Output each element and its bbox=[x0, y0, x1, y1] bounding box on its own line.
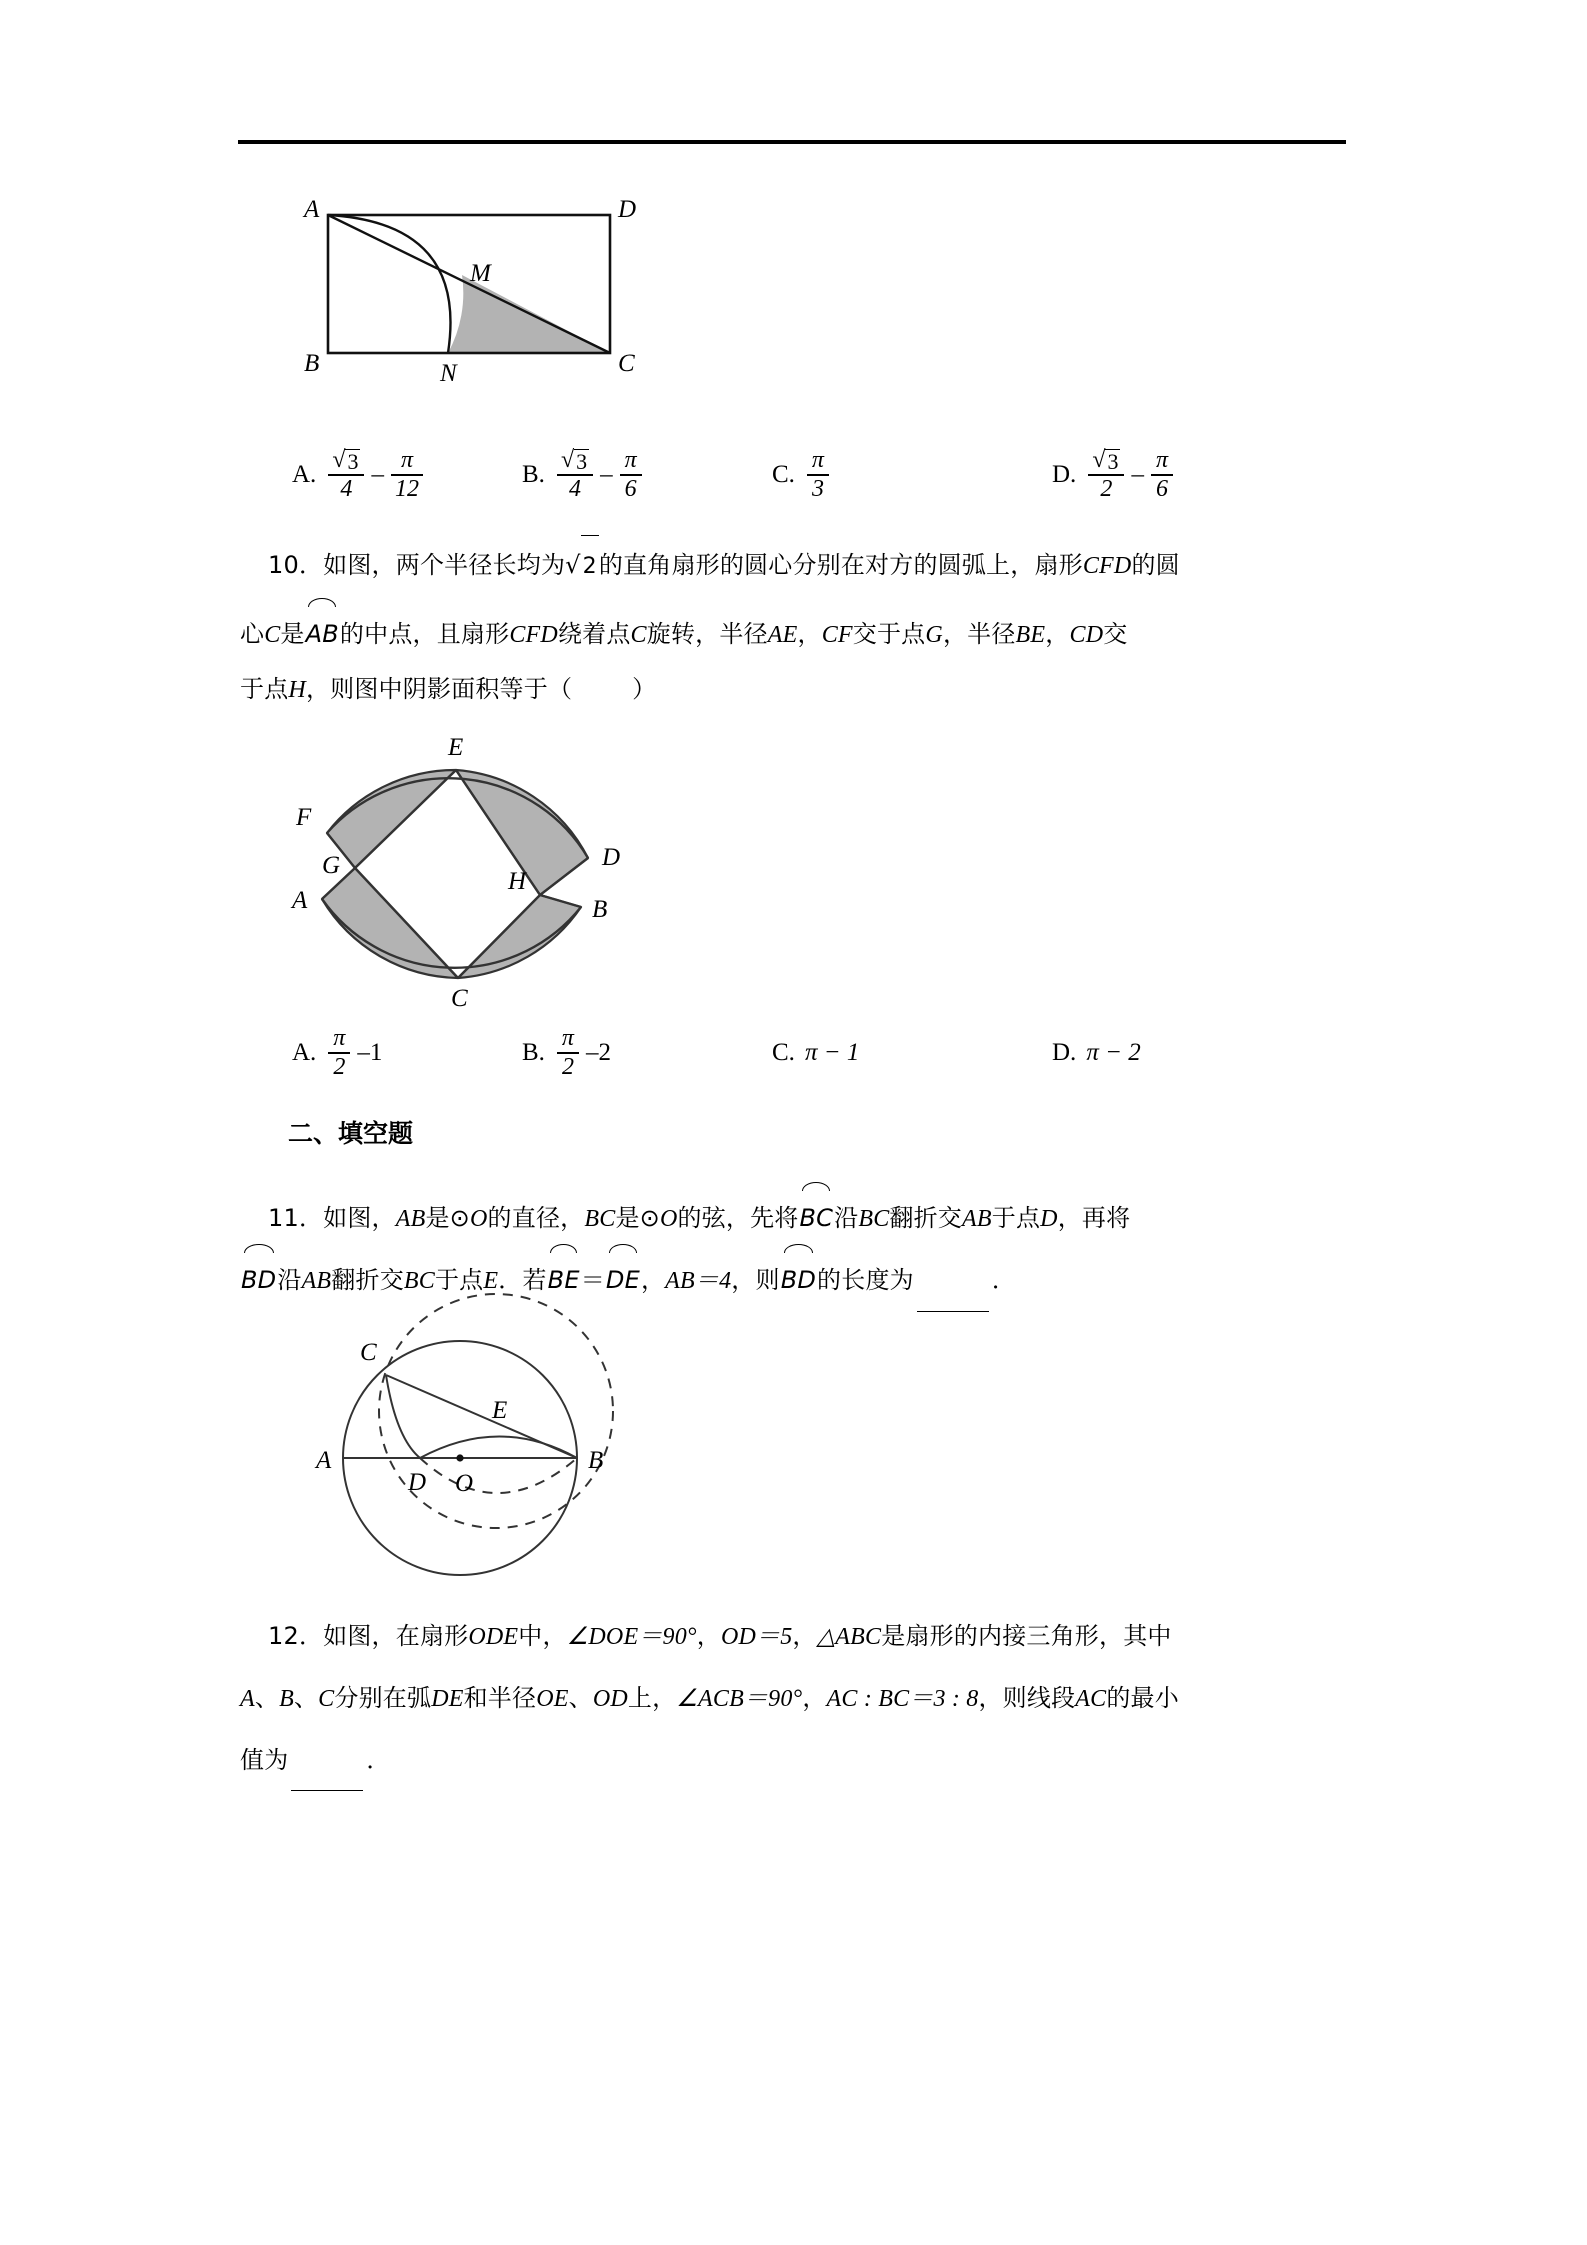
option-9-C-label: C. bbox=[772, 461, 795, 488]
question-11-figure bbox=[300, 1318, 640, 1588]
q12-c: C bbox=[318, 1686, 335, 1712]
minus-sign: – bbox=[371, 461, 384, 488]
option-9-A-frac2: $\frac{\pi}{12}$ bbox=[391, 448, 423, 502]
answer-blank-11[interactable] bbox=[917, 1287, 989, 1312]
q12-l2f: 分别在弧 bbox=[334, 1684, 432, 1712]
figure10-label-C: C bbox=[451, 985, 468, 1012]
q11-ab-1: AB bbox=[395, 1206, 426, 1232]
q11-l1b: 是⊙ bbox=[425, 1204, 470, 1232]
q11-eq: ＝ bbox=[580, 1266, 605, 1294]
figure9-label-M: M bbox=[470, 260, 491, 287]
q12-l2b: 、 bbox=[254, 1684, 280, 1712]
q10-l2g: 交于点 bbox=[852, 620, 926, 648]
figure11-label-E: E bbox=[492, 1397, 508, 1424]
q11-l1h: 于点 bbox=[991, 1204, 1041, 1232]
option-10-D-label: D. bbox=[1052, 1039, 1077, 1066]
q12-angle-doe: ∠DOE＝90° bbox=[566, 1624, 697, 1650]
figure9-label-D: D bbox=[618, 196, 637, 223]
option-9-A[interactable] bbox=[292, 448, 522, 502]
option-10-A-frac: $\frac{\pi}{2}$ bbox=[328, 1026, 350, 1080]
q10-l2i: ， bbox=[1045, 620, 1070, 648]
q11-l2d: ．若 bbox=[498, 1266, 547, 1294]
q11-l2f: ， bbox=[640, 1266, 666, 1294]
q12-od: OD bbox=[592, 1686, 628, 1712]
figure9-label-N: N bbox=[440, 360, 457, 387]
figure9-label-C: C bbox=[618, 350, 635, 377]
option-9-C[interactable] bbox=[772, 448, 1052, 502]
q11-l2h: 的长度为 bbox=[817, 1266, 914, 1294]
option-10-B[interactable] bbox=[522, 1026, 772, 1080]
q10-l2c2: 的中点，且扇形 bbox=[339, 620, 510, 648]
q12-ratio: AC : BC＝3 : 8 bbox=[826, 1686, 979, 1712]
question-11-line-2 bbox=[240, 1242, 1016, 1312]
figure11-label-C: C bbox=[360, 1339, 377, 1366]
arc-a-m-n bbox=[328, 215, 451, 353]
q10-l1c: 的圆 bbox=[1131, 551, 1180, 579]
q12-ode: ODE bbox=[468, 1624, 519, 1650]
q10-l3c: ） bbox=[632, 675, 657, 703]
q10-l2f: ， bbox=[797, 620, 822, 648]
question-12-line-1 bbox=[268, 1605, 1172, 1668]
question-10-line-1 bbox=[268, 534, 1180, 598]
option-9-D-frac1: √ 3 2 bbox=[1088, 448, 1124, 502]
q10-be: BE bbox=[1015, 622, 1046, 648]
figure10-label-F: F bbox=[296, 804, 312, 831]
arc-AB-notation: AB bbox=[306, 596, 339, 665]
q12-od-eq: OD＝5 bbox=[720, 1624, 793, 1650]
answer-blank-12[interactable] bbox=[291, 1766, 363, 1791]
q12-l2h: 、 bbox=[568, 1684, 593, 1712]
arc-BD-notation-1: BD bbox=[241, 1242, 276, 1311]
q10-l2b: 是 bbox=[280, 620, 305, 648]
q10-c-1: C bbox=[264, 622, 281, 648]
arc-BD-notation-2: BD bbox=[781, 1242, 816, 1311]
q11-l1c: 的直径， bbox=[487, 1204, 585, 1232]
q10-ae: AE bbox=[767, 622, 798, 648]
question-9-figure bbox=[300, 195, 700, 387]
option-9-A-frac1: √ 3 4 bbox=[328, 448, 364, 502]
figure11-label-B: B bbox=[588, 1447, 604, 1474]
q12-l2j: ， bbox=[802, 1684, 827, 1712]
q10-cfd-2: CFD bbox=[509, 622, 558, 648]
section-2-heading: 二、填空题 bbox=[288, 1119, 414, 1148]
option-10-B-frac: $\frac{\pi}{2}$ bbox=[557, 1026, 579, 1080]
q12-l3b: ． bbox=[366, 1746, 391, 1774]
question-11-line-1 bbox=[268, 1180, 1130, 1250]
option-9-A-label: A. bbox=[292, 461, 317, 488]
question-10-figure bbox=[268, 725, 688, 1012]
q12-l1d: ， bbox=[792, 1622, 817, 1650]
arc-BC-notation: BC bbox=[800, 1180, 834, 1249]
option-10-A[interactable] bbox=[292, 1026, 522, 1080]
q12-ac: AC bbox=[1075, 1686, 1107, 1712]
option-10-A-tail: –1 bbox=[357, 1039, 383, 1066]
q10-l3b: ，则图中阴影面积等于（ bbox=[305, 675, 573, 703]
q12-a: A bbox=[240, 1686, 255, 1712]
question-10-line-3 bbox=[240, 658, 656, 721]
q11-l2i: ． bbox=[991, 1266, 1017, 1294]
q12-l2k: ，则线段 bbox=[978, 1684, 1076, 1712]
figure10-label-D: D bbox=[602, 844, 621, 871]
figure10-label-B: B bbox=[592, 896, 608, 923]
question-9-options bbox=[292, 438, 1352, 512]
q12-angle-acb: ∠ACB＝90° bbox=[676, 1686, 803, 1712]
q10-l1b: 的直角扇形的圆心分别在对方的圆弧上，扇形 bbox=[598, 551, 1083, 579]
q10-l3a: 于点 bbox=[240, 675, 289, 703]
center-point-o bbox=[456, 1454, 463, 1461]
option-10-B-tail: –2 bbox=[585, 1039, 611, 1066]
q11-l1i: ，再将 bbox=[1057, 1204, 1131, 1232]
q12-l2l: 的最小 bbox=[1106, 1684, 1179, 1712]
figure10-label-E: E bbox=[448, 734, 464, 761]
q11-l2b: 翻折交 bbox=[331, 1266, 404, 1294]
sqrt-2: √ 2 bbox=[565, 534, 599, 598]
figure9-label-A: A bbox=[304, 196, 320, 223]
q10-cfd-1: CFD bbox=[1082, 553, 1132, 579]
q11-o-1: O bbox=[470, 1206, 488, 1232]
q11-bc-2: BC bbox=[858, 1206, 890, 1232]
q10-cd: CD bbox=[1069, 622, 1104, 648]
figure11-label-O: O bbox=[455, 1470, 474, 1497]
option-9-B-label: B. bbox=[522, 461, 545, 488]
arc-BE-notation: BE bbox=[548, 1242, 580, 1311]
minus-sign: – bbox=[1131, 461, 1144, 488]
question-10-options bbox=[292, 1020, 1352, 1086]
option-10-D-expr: π − 2 bbox=[1086, 1039, 1141, 1066]
q12-l1b: 中， bbox=[518, 1622, 567, 1650]
option-9-B-frac1: √ 3 4 bbox=[557, 448, 593, 502]
option-9-B-frac2: $\frac{\pi}{6}$ bbox=[620, 448, 642, 502]
q11-l1f: 沿 bbox=[834, 1204, 859, 1232]
q11-l2g: ，则 bbox=[731, 1266, 780, 1294]
q12-l1c: ， bbox=[696, 1622, 721, 1650]
q11-l1e: 的弦，先将 bbox=[677, 1204, 799, 1232]
figure10-label-G: G bbox=[322, 852, 341, 879]
q11-bc-1: BC bbox=[584, 1206, 616, 1232]
q12-l1a: 如图，在扇形 bbox=[323, 1622, 469, 1650]
shaded-region-upper-left bbox=[327, 770, 456, 868]
q10-l2j: 交 bbox=[1103, 620, 1128, 648]
figure11-label-A: A bbox=[316, 1447, 332, 1474]
arc-DE-notation: DE bbox=[606, 1242, 640, 1311]
q11-o-2: O bbox=[659, 1206, 678, 1232]
q10-c-3: C bbox=[630, 622, 647, 648]
q12-l2i: 上， bbox=[627, 1684, 677, 1712]
option-10-C-expr: π − 1 bbox=[804, 1039, 860, 1066]
q11-e-1: E bbox=[483, 1268, 499, 1294]
q12-b: B bbox=[279, 1686, 294, 1712]
option-9-D[interactable] bbox=[1052, 448, 1175, 502]
q10-l2d: 绕着点 bbox=[557, 620, 631, 648]
q10-l2e: 旋转，半径 bbox=[646, 620, 768, 648]
q11-l2c: 于点 bbox=[434, 1266, 484, 1294]
q10-l1a: 如图，两个半径长均为 bbox=[323, 551, 566, 579]
option-9-B[interactable] bbox=[522, 448, 772, 502]
question-12-line-2 bbox=[240, 1667, 1179, 1730]
q11-bc-3: BC bbox=[403, 1268, 435, 1294]
q12-triangle-abc: △ABC bbox=[816, 1624, 882, 1650]
option-10-D[interactable] bbox=[1052, 1039, 1141, 1067]
option-10-C-label: C. bbox=[772, 1039, 795, 1066]
q12-l3a: 值为 bbox=[240, 1746, 289, 1774]
q10-l2a: 心 bbox=[240, 620, 265, 648]
option-9-C-frac: $\frac{\pi}{3}$ bbox=[807, 448, 829, 502]
q12-l2d: 、 bbox=[293, 1684, 319, 1712]
q11-l1g: 翻折交 bbox=[889, 1204, 963, 1232]
arc-db-dashed bbox=[420, 1458, 577, 1493]
q10-h: H bbox=[288, 677, 306, 703]
figure10-label-A: A bbox=[292, 887, 308, 914]
q10-g: G bbox=[925, 622, 943, 648]
q10-cf: CF bbox=[821, 622, 853, 648]
q10-number: 10． bbox=[268, 551, 324, 579]
option-9-D-frac2: $\frac{\pi}{6}$ bbox=[1151, 448, 1173, 502]
q10-l2h: ，半径 bbox=[942, 620, 1016, 648]
q12-oe: OE bbox=[536, 1686, 569, 1712]
figure10-label-H: H bbox=[508, 868, 527, 895]
option-9-D-label: D. bbox=[1052, 461, 1077, 488]
arc-deb-folded bbox=[420, 1437, 577, 1459]
q11-l1a: 如图， bbox=[323, 1204, 396, 1232]
q12-l2g: 和半径 bbox=[463, 1684, 537, 1712]
header-rule bbox=[238, 140, 1346, 144]
option-10-A-label: A. bbox=[292, 1039, 317, 1066]
question-10-line-2 bbox=[240, 596, 1127, 666]
q12-de: DE bbox=[431, 1686, 464, 1712]
q11-l1d: 是⊙ bbox=[615, 1204, 660, 1232]
q11-ab-2: AB bbox=[962, 1206, 992, 1232]
figure9-label-B: B bbox=[304, 350, 320, 377]
option-10-B-label: B. bbox=[522, 1039, 545, 1066]
figure11-label-D: D bbox=[408, 1469, 427, 1496]
option-10-C[interactable] bbox=[772, 1039, 1052, 1067]
q11-l2a: 沿 bbox=[277, 1266, 302, 1294]
q11-d-1: D bbox=[1040, 1206, 1058, 1232]
q11-number: 11． bbox=[268, 1204, 324, 1232]
q11-ab-3: AB bbox=[301, 1268, 332, 1294]
q12-number: 12． bbox=[268, 1622, 324, 1650]
minus-sign: – bbox=[600, 461, 613, 488]
question-12-line-3 bbox=[240, 1729, 391, 1791]
q11-ab-eq: AB＝4 bbox=[665, 1268, 732, 1294]
q12-l1e: 是扇形的内接三角形，其中 bbox=[881, 1622, 1172, 1650]
